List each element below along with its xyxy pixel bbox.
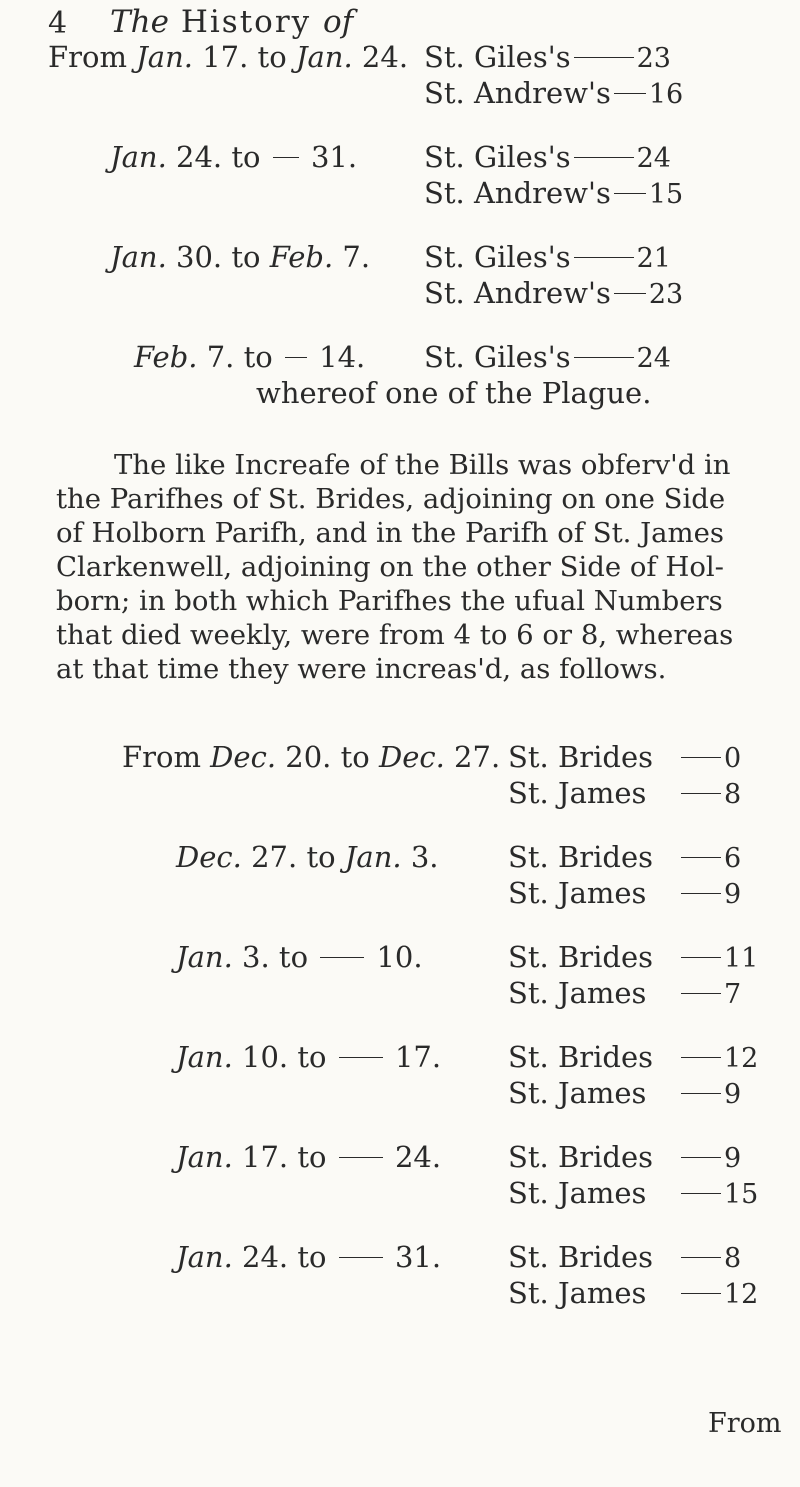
from-month: Dec.: [176, 840, 242, 874]
table2-parish-row: [508, 1040, 758, 1074]
to-word: to: [297, 1040, 327, 1074]
table2-parish-row: [508, 1276, 758, 1310]
from-month: Jan.: [110, 140, 167, 174]
burial-count: 15: [648, 179, 684, 210]
table1-parish-row: [424, 176, 683, 210]
leader-dash: [574, 57, 634, 58]
to-day: 7.: [342, 240, 371, 274]
leader-dash: [614, 293, 646, 294]
ditto-dash: [273, 157, 299, 158]
table2-date-range: [176, 1040, 441, 1074]
parish-name: St. Giles's: [424, 240, 571, 274]
from-month: Jan.: [136, 40, 193, 74]
table2-parish-row: [508, 1076, 741, 1110]
burial-count: 11: [724, 943, 759, 974]
to-word: to: [278, 940, 309, 974]
leader-dash: [681, 1057, 721, 1058]
to-day: 17.: [394, 1040, 442, 1074]
to-word: to: [340, 740, 370, 774]
table2-parish-row: [508, 1240, 741, 1274]
burial-count: 24: [636, 343, 671, 374]
from-month: Jan.: [176, 1240, 233, 1274]
parish-name: St. James: [508, 1276, 647, 1310]
leader-dash: [681, 893, 721, 894]
from-month: Jan.: [176, 1140, 233, 1174]
parish-name: St. Brides: [508, 1040, 654, 1074]
burial-count: 12: [724, 1279, 759, 1310]
table2-parish-row: [508, 940, 758, 974]
to-month: Jan.: [344, 840, 402, 874]
burial-count: 23: [636, 43, 671, 74]
table1-note: whereof one of the Plague.: [256, 376, 652, 410]
from-day: 20.: [285, 740, 332, 774]
parish-name: St. James: [508, 776, 647, 810]
leader-dash: [681, 1193, 721, 1194]
leader-dash: [681, 1293, 721, 1294]
from-day: 24.: [176, 140, 223, 174]
parish-name: St. James: [508, 1076, 647, 1110]
ditto-dash: [339, 1257, 383, 1258]
table2-date-range: [122, 740, 500, 774]
ditto-dash: [320, 957, 364, 958]
burial-count: 16: [648, 79, 684, 110]
parish-name: St. Andrew's: [424, 176, 611, 210]
from-day: 30.: [176, 240, 223, 274]
burial-count: 9: [724, 1143, 742, 1174]
table1-parish-row: [424, 140, 671, 174]
to-month: Jan.: [295, 40, 353, 74]
from-month: Jan.: [110, 240, 167, 274]
table2-parish-row: [508, 1176, 758, 1210]
leader-dash: [574, 257, 634, 258]
burial-count: 8: [724, 1243, 742, 1274]
from-day: 24.: [242, 1240, 289, 1274]
ditto-dash: [285, 357, 307, 358]
to-word: to: [231, 140, 261, 174]
to-word: to: [297, 1140, 327, 1174]
table2-date-range: [176, 1240, 441, 1274]
parish-name: St. Giles's: [424, 40, 571, 74]
to-day: 3.: [410, 840, 439, 874]
table2-parish-row: [508, 976, 741, 1010]
paragraph-line: that died weekly, were from 4 to 6 or 8, whereas: [56, 619, 734, 651]
paragraph-line: the Parifhes of St. Brides, adjoining on one Side: [56, 483, 726, 515]
parish-name: St. James: [508, 976, 647, 1010]
table1-date-range: [48, 40, 408, 74]
table2-parish-row: [508, 840, 741, 874]
parish-name: St. Giles's: [424, 340, 571, 374]
parish-name: St. James: [508, 1176, 647, 1210]
paragraph-line: at that time they were increas'd, as follows.: [56, 653, 667, 685]
to-month: Dec.: [378, 740, 445, 774]
burial-count: 12: [724, 1043, 759, 1074]
leader-dash: [681, 993, 721, 994]
leader-dash: [574, 157, 634, 158]
from-day: 10.: [242, 1040, 289, 1074]
burial-count: 7: [724, 979, 742, 1010]
ditto-dash: [339, 1057, 383, 1058]
from-word: From: [122, 740, 201, 774]
running-head-main: History: [180, 4, 312, 40]
paragraph-line: The like Increafe of the Bills was obferv'd in: [114, 449, 731, 481]
leader-dash: [681, 793, 721, 794]
burial-count: 8: [724, 779, 742, 810]
from-month: Feb.: [134, 340, 198, 374]
table1-parish-row: [424, 240, 671, 274]
table2-date-range: [176, 840, 438, 874]
from-day: 17.: [202, 40, 249, 74]
table1-parish-row: [424, 340, 671, 374]
burial-count: 15: [724, 1179, 759, 1210]
leader-dash: [574, 357, 634, 358]
paragraph-line: born; in both which Parifhes the ufual Numbers: [56, 585, 723, 617]
to-day: 24.: [394, 1140, 442, 1174]
to-day: 10.: [376, 940, 423, 974]
from-day: 3.: [242, 940, 270, 974]
running-head: [110, 4, 353, 40]
leader-dash: [681, 957, 721, 958]
to-day: 14.: [319, 340, 366, 374]
to-word: to: [243, 340, 273, 374]
to-day: 31.: [310, 140, 358, 174]
leader-dash: [681, 1093, 721, 1094]
parish-name: St. Andrew's: [424, 276, 611, 310]
leader-dash: [614, 93, 646, 94]
to-day: 27.: [454, 740, 501, 774]
table2-parish-row: [508, 1140, 741, 1174]
to-word: to: [306, 840, 336, 874]
from-month: Jan.: [176, 1040, 233, 1074]
burial-count: 9: [724, 879, 742, 910]
from-day: 17.: [242, 1140, 289, 1174]
leader-dash: [614, 193, 646, 194]
parish-name: St. Brides: [508, 940, 654, 974]
from-word: From: [48, 40, 127, 74]
parish-name: St. Brides: [508, 840, 654, 874]
to-month: Feb.: [269, 240, 334, 274]
table2-parish-row: [508, 776, 741, 810]
to-word: to: [257, 40, 287, 74]
paragraph-line: of Holborn Parifh, and in the Parifh of St. James: [56, 517, 724, 549]
parish-name: St. Giles's: [424, 140, 571, 174]
parish-name: St. Andrew's: [424, 76, 611, 110]
table1-parish-row: [424, 40, 671, 74]
table2-parish-row: [508, 740, 741, 774]
to-word: to: [297, 1240, 327, 1274]
to-word: to: [231, 240, 261, 274]
burial-count: 9: [724, 1079, 742, 1110]
catchword: From: [708, 1408, 782, 1439]
parish-name: St. James: [508, 876, 647, 910]
leader-dash: [681, 1257, 721, 1258]
table2-date-range: [176, 940, 423, 974]
from-month: Jan.: [176, 940, 233, 974]
running-head-tail: of: [323, 4, 354, 40]
parish-name: St. Brides: [508, 1240, 654, 1274]
body-paragraph: [56, 448, 794, 686]
from-day: 27.: [251, 840, 298, 874]
ditto-dash: [339, 1157, 383, 1158]
leader-dash: [681, 1157, 721, 1158]
burial-count: 6: [724, 843, 742, 874]
burial-count: 24: [636, 143, 671, 174]
parish-name: St. Brides: [508, 740, 654, 774]
leader-dash: [681, 757, 721, 758]
to-day: 24.: [361, 40, 409, 74]
page-number: 4: [48, 6, 68, 41]
table2-date-range: [176, 1140, 441, 1174]
burial-count: 21: [636, 243, 671, 274]
parish-name: St. Brides: [508, 1140, 654, 1174]
burial-count: 0: [724, 743, 742, 774]
burial-count: 23: [648, 279, 684, 310]
table1-date-range: [134, 340, 365, 374]
table1-date-range: [110, 140, 357, 174]
running-head-italic: The: [110, 4, 169, 40]
table1-parish-row: [424, 276, 683, 310]
from-day: 7.: [206, 340, 235, 374]
from-month: Dec.: [210, 740, 277, 774]
table1-date-range: [110, 240, 370, 274]
leader-dash: [681, 857, 721, 858]
paragraph-line: Clarkenwell, adjoining on the other Side of Hol-: [56, 551, 724, 583]
table1-parish-row: [424, 76, 683, 110]
to-day: 31.: [394, 1240, 442, 1274]
table2-parish-row: [508, 876, 741, 910]
